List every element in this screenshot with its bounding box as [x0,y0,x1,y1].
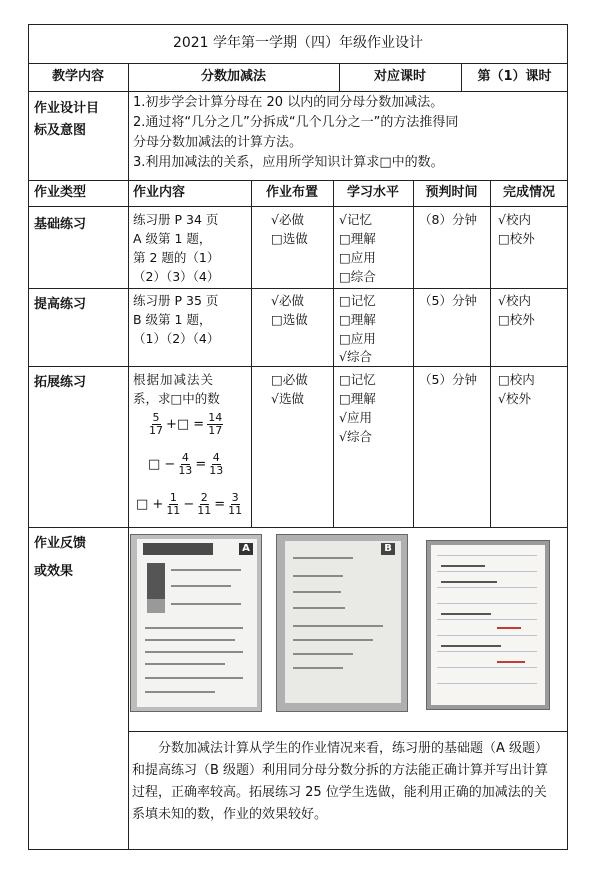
level-option: □应用 [339,250,376,265]
divider [128,731,568,732]
red-check-mark [497,627,521,629]
divider [28,288,568,289]
level-option: √应用 [339,410,372,425]
ruled-line [437,683,537,684]
status-option: □校外 [498,231,535,246]
photo-figure [147,599,165,613]
divider [28,63,568,64]
assign-option: □选做 [271,312,308,327]
ruled-line [437,571,537,572]
fraction: $\frac{2}{11}$ [197,491,212,517]
photo-line [293,653,353,655]
column-header: 作业内容 [133,185,186,200]
column-header: 作业类型 [34,185,87,200]
photo-line [145,663,225,665]
handwriting [441,581,497,583]
lesson-label: 对应课时 [373,69,426,84]
fraction: $\frac{4}{13}$ [209,451,224,477]
ruled-line [437,587,537,588]
row-content: 系，求□中的数 [133,391,220,406]
divider [251,180,252,527]
fraction: $\frac{1}{11}$ [166,491,181,517]
photo-line [293,667,343,669]
divider [28,91,568,92]
notebook-photo [426,540,550,710]
level-option: √记忆 [339,212,372,227]
workbook-photo-b [276,534,408,712]
level-option: √综合 [339,429,372,444]
photo-line [171,603,241,605]
fraction: $\frac{4}{13}$ [178,451,193,477]
divider [28,527,568,528]
row-content: 练习册 P 34 页 [133,212,219,227]
level-option: □应用 [339,331,376,346]
handwriting [441,645,501,647]
level-option: □理解 [339,312,376,327]
handwriting [441,565,485,567]
photo-line [171,585,231,587]
equation-3: □ + $\frac{1}{11}$ − $\frac{2}{11}$ = $\frac{3}{11}$ [136,491,243,517]
goals-label: 标及意图 [34,123,87,138]
column-header: 学习水平 [346,185,399,200]
status-option: □校内 [498,372,535,387]
column-header: 作业布置 [265,185,318,200]
feedback-label: 或效果 [34,564,74,579]
status-option: √校内 [498,212,531,227]
divider [28,180,568,181]
photo-page [431,545,545,705]
feedback-paragraph: 分数加减法计算从学生的作业情况来看，练习册的基础题（A 级题）和提高练习（B 级题）利用同分母分数分拆的方法能正确计算并写出计算过程，正确率较高。拓展练习 25 位学生选做，能利用正确的加减法的关系填未知的数，作业的效果较好。 [132,741,549,822]
column-header: 完成情况 [502,185,555,200]
photo-line [145,639,235,641]
ruled-line [437,619,537,620]
content-value: 分数加减法 [200,69,266,84]
column-header: 预判时间 [425,185,478,200]
level-option: □理解 [339,391,376,406]
assign-option: □必做 [271,372,308,387]
photo-figure [147,563,165,599]
photo-line [145,677,243,679]
status-option: √校内 [498,293,531,308]
photo-line [293,607,345,609]
photo-line [145,691,215,693]
ruled-line [437,603,537,604]
equation-1: $\frac{5}{17}$ +□ = $\frac{14}{17}$ [149,411,223,437]
level-option: □记忆 [339,293,376,308]
photo-line [171,569,241,571]
row-content: B 级第 1 题， [133,312,212,327]
fraction: $\frac{3}{11}$ [228,491,243,517]
divider [28,206,568,207]
assign-option: √选做 [271,391,304,406]
equation-2: □ − $\frac{4}{13}$ = $\frac{4}{13}$ [148,451,224,477]
photo-line [293,639,373,641]
ruled-line [437,555,537,556]
photo-line [293,591,341,593]
workbook-photo-a [130,534,262,712]
goal-line: 1.初步学会计算分母在 20 以内的同分母分数加减法。 [133,95,444,110]
goal-line: 分母分数加减法的计算方法。 [133,135,303,150]
row-type: 拓展练习 [34,375,87,390]
ruled-line [437,667,537,668]
assign-option: √必做 [271,293,304,308]
divider [490,180,491,527]
page-title: 2021 学年第一学期（四）年级作业设计 [172,35,424,51]
divider [413,180,414,527]
row-content: （1）（2）（4） [133,331,220,346]
photo-line [145,651,243,653]
status-option: √校外 [498,391,531,406]
photo-line [145,627,243,629]
content-label: 教学内容 [51,69,104,84]
time-estimate: （5）分钟 [419,372,477,387]
row-content: 练习册 P 35 页 [133,293,219,308]
handwriting [441,613,491,615]
photo-banner [143,543,213,555]
divider [28,366,568,367]
row-content: 根据加减法关 [133,372,215,387]
photo-line [293,557,353,559]
ruled-line [437,635,537,636]
level-option: □综合 [339,269,376,284]
fraction: $\frac{14}{17}$ [208,411,223,437]
photo-line [293,625,383,627]
photo-page [285,541,401,703]
time-estimate: （8）分钟 [419,212,477,227]
lesson-value: 第（1）课时 [477,69,552,84]
assign-option: □选做 [271,231,308,246]
level-option: □理解 [339,231,376,246]
photo-level-tag: A [239,543,253,555]
row-type: 提高练习 [34,297,87,312]
photo-level-tag: B [381,543,395,555]
goals-label: 作业设计目 [34,101,100,116]
time-estimate: （5）分钟 [419,293,477,308]
divider [333,180,334,527]
row-content: （2）（3）（4） [133,269,220,284]
row-type: 基础练习 [34,217,87,232]
feedback-label: 作业反馈 [34,536,87,551]
row-content: A 级第 1 题， [133,231,212,246]
divider [128,63,129,850]
ruled-line [437,651,537,652]
photo-line [293,575,343,577]
goal-line: 3.利用加减法的关系，应用所学知识计算求□中的数。 [133,155,444,170]
assign-option: √必做 [271,212,304,227]
fraction: $\frac{5}{17}$ [149,411,163,437]
level-option: □记忆 [339,372,376,387]
row-content: 第 2 题的（1） [133,250,220,265]
level-option: √综合 [339,349,372,364]
goal-line: 2.通过将“几分之几”分拆成“几个几分之一”的方法推得同 [133,115,459,130]
red-check-mark [497,661,525,663]
status-option: □校外 [498,312,535,327]
